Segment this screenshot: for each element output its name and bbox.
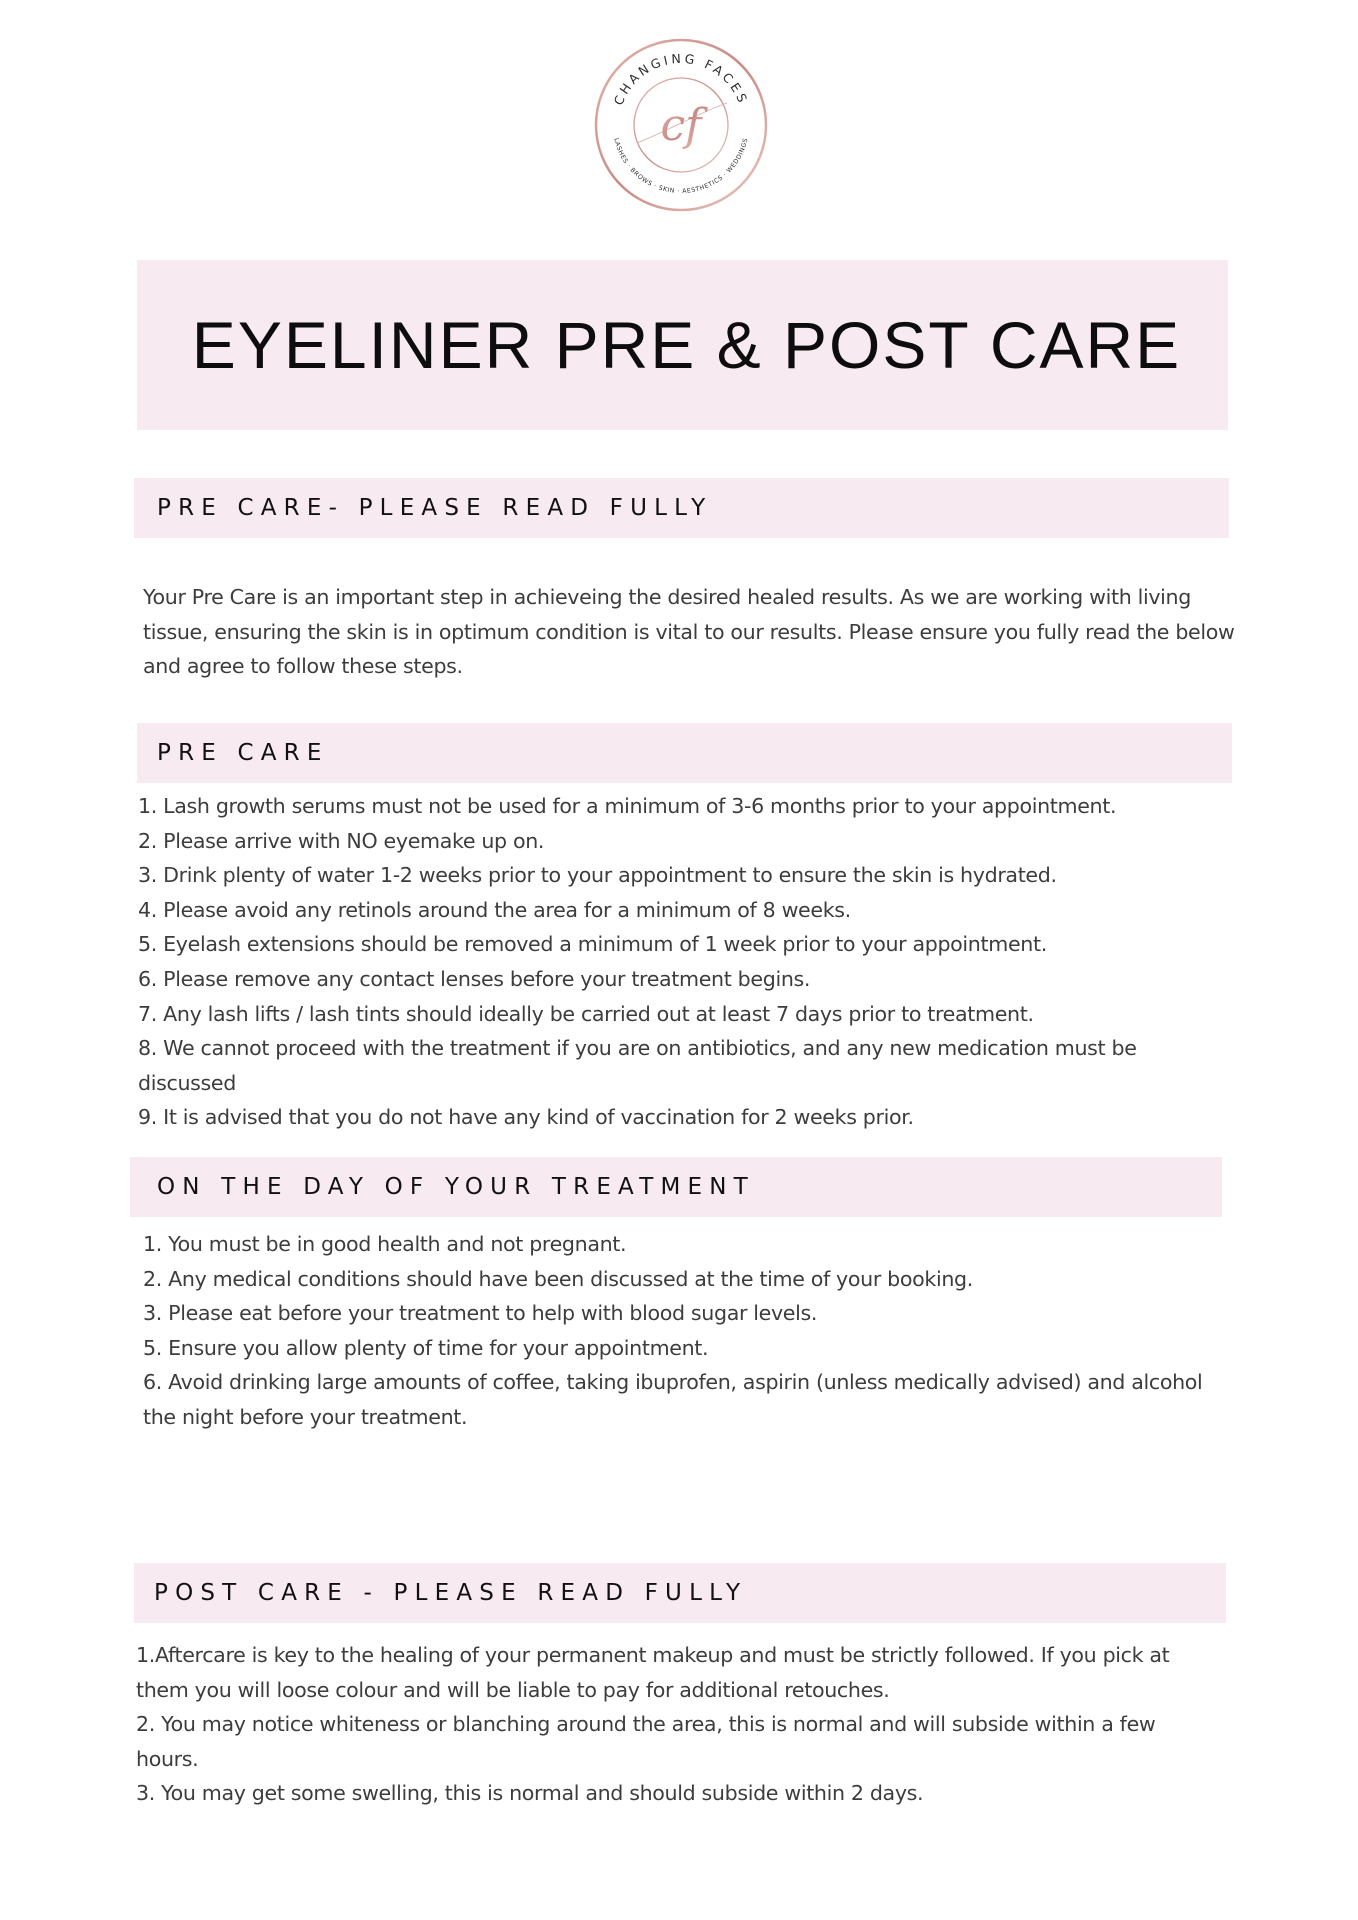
- changing-faces-logo: [593, 37, 769, 213]
- section-header-pre-care-intro: [134, 478, 1229, 538]
- list-item: them you will loose colour and will be liable to pay for additional retouches.: [136, 1677, 890, 1702]
- list-item: 6. Avoid drinking large amounts of coffee, taking ibuprofen, aspirin (unless medically advised) and alcohol: [143, 1370, 1203, 1395]
- day-of-treatment-list: [143, 1227, 1273, 1435]
- paragraph-line: below and agree to follow these steps.: [143, 619, 1235, 679]
- list-item: 3. You may get some swelling, this is normal and should subside within 2 days.: [136, 1781, 924, 1806]
- list-item: 8. We cannot proceed with the treatment if you are on antibiotics, and any new medication must be: [138, 1036, 1137, 1061]
- title-banner: [137, 260, 1228, 430]
- list-item: 5. Eyelash extensions should be removed a minimum of 1 week prior to your appointment.: [138, 932, 1047, 957]
- list-item: 5. Ensure you allow plenty of time for your appointment.: [143, 1335, 709, 1360]
- list-item: 6. Please remove any contact lenses before your treatment begins.: [138, 966, 811, 991]
- logo-brand-text: CHANGING FACES: [610, 50, 752, 108]
- list-item: 1. You must be in good health and not pregnant.: [143, 1232, 627, 1256]
- page-title: EYELINER PRE & POST CARE: [191, 308, 1182, 382]
- list-item: 1.Aftercare is key to the healing of your permanent makeup and must be strictly followed. If you pick at: [136, 1643, 1170, 1667]
- list-item: 3. Please eat before your treatment to help with blood sugar levels.: [143, 1301, 818, 1326]
- list-item: discussed: [138, 1070, 236, 1095]
- section-header-post-care: [134, 1563, 1226, 1623]
- logo-icon: [593, 37, 769, 213]
- post-care-list: [136, 1638, 1256, 1811]
- list-item: 2. Any medical conditions should have been discussed at the time of your booking.: [143, 1266, 973, 1291]
- list-item: 1. Lash growth serums must not be used for a minimum of 3-6 months prior to your appointment.: [138, 794, 1117, 818]
- section-header-pre-care: [137, 723, 1232, 783]
- section-heading: PRE CARE- PLEASE READ FULLY: [157, 495, 713, 521]
- list-item: 7. Any lash lifts / lash tints should ideally be carried out at least 7 days prior to treatment.: [138, 1001, 1034, 1026]
- paragraph-line: tissue, ensuring the skin is in optimum condition is vital to our results. Please ensure you fully read the: [143, 619, 1170, 644]
- list-item: 2. You may notice whiteness or blanching around the area, this is normal and will subside within a few: [136, 1712, 1156, 1737]
- list-item: 3. Drink plenty of water 1-2 weeks prior to your appointment to ensure the skin is hydrated.: [138, 863, 1057, 888]
- section-header-day-of-treatment: [130, 1157, 1222, 1217]
- section-heading: ON THE DAY OF YOUR TREATMENT: [157, 1174, 755, 1200]
- list-item: 2. Please arrive with NO eyemake up on.: [138, 828, 545, 853]
- section-heading: PRE CARE: [157, 740, 329, 766]
- list-item: 4. Please avoid any retinols around the area for a minimum of 8 weeks.: [138, 897, 851, 922]
- svg-text:cf: cf: [660, 100, 702, 151]
- section-heading: POST CARE - PLEASE READ FULLY: [154, 1580, 748, 1606]
- pre-care-intro-paragraph: [143, 580, 1253, 684]
- list-item: the night before your treatment.: [143, 1404, 468, 1429]
- pre-care-list: [138, 789, 1258, 1135]
- paragraph-line: Your Pre Care is an important step in achieveing the desired healed results. As we are working with living: [143, 585, 1191, 609]
- list-item: hours.: [136, 1746, 199, 1771]
- list-item: 9. It is advised that you do not have any kind of vaccination for 2 weeks prior.: [138, 1105, 914, 1130]
- logo-tagline-text: LASHES · BROWS · SKIN · AESTHETICS · WEDDINGS: [612, 137, 750, 196]
